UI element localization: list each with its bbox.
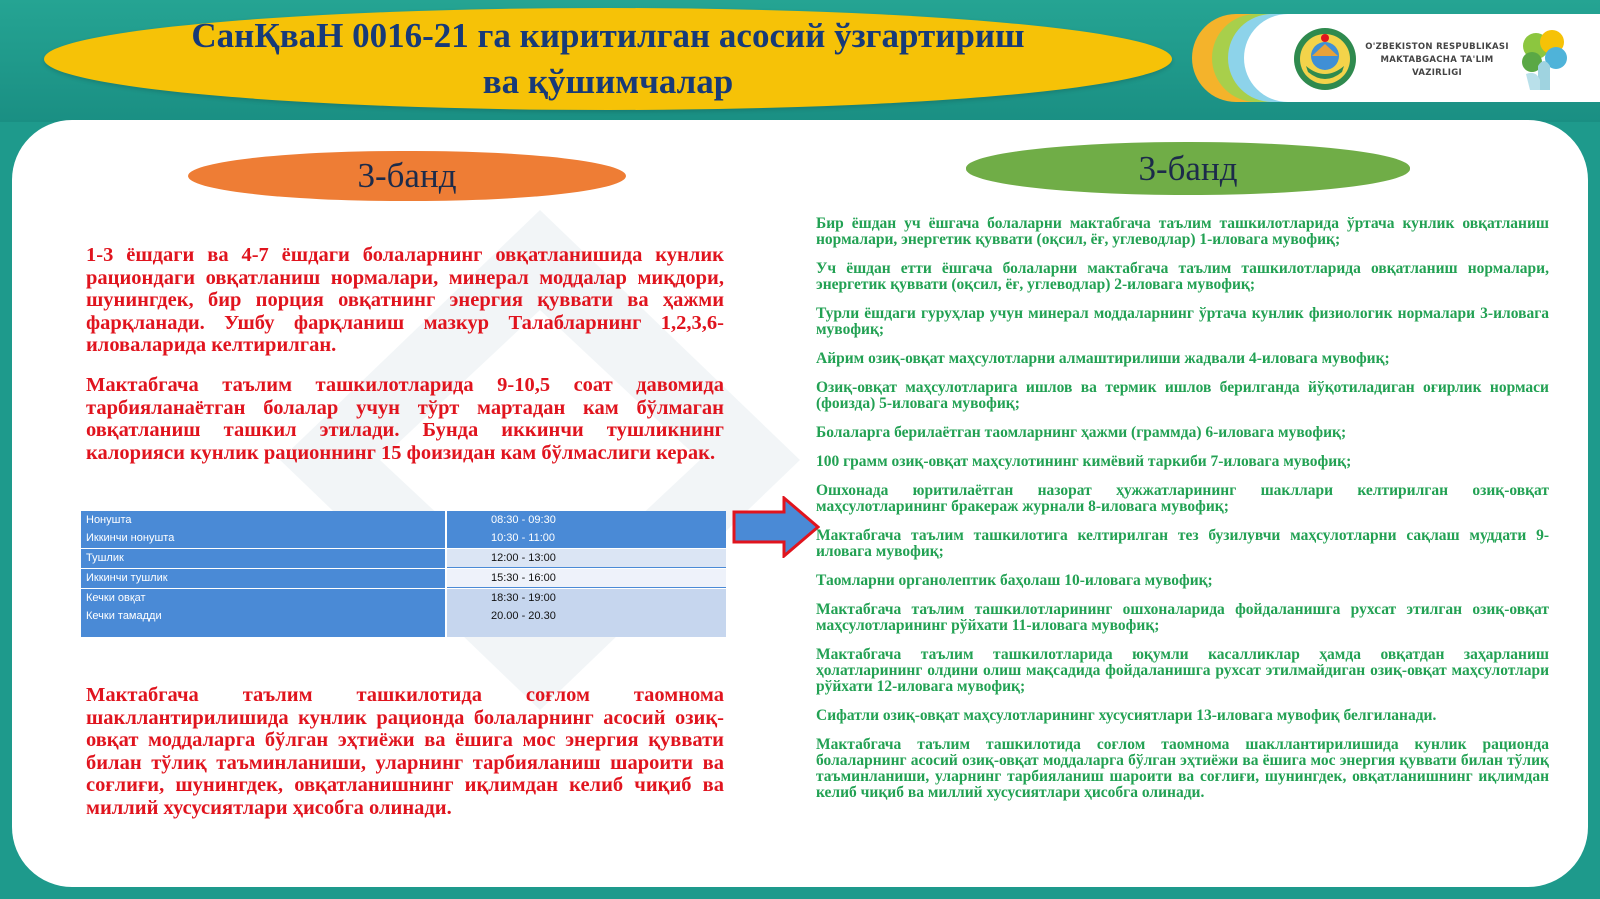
meal-name: Иккинчи нонушта xyxy=(86,532,175,544)
title-line-2: ва қўшимчалар xyxy=(482,62,734,101)
list-item: Турли ёшдаги гуруҳлар учун минерал моддаларнинг ўртача кунлик физиологик нормалари 3-иловага мувофиқ; xyxy=(816,305,1549,338)
left-paragraph-2: Мактабгача таълим ташкилотларида 9-10,5 соат давомида тарбияланаётган болалар учун тўрт мартадан кам бўлмаган овқатланиш ташкил этилади. Бунда иккинчи тушликнинг калорияси кунлик рационнинг 15 фоизидан кам бўлмаслиги керак. xyxy=(86,374,724,464)
table-row xyxy=(81,511,726,529)
meal-time: 10:30 - 11:00 xyxy=(447,529,726,547)
meal-name: Иккинчи тушлик xyxy=(86,572,168,584)
meal-time: 08:30 - 09:30 xyxy=(447,511,726,529)
list-item: Айрим озиқ-овқат маҳсулотларни алмаштирилиши жадвали 4-иловага мувофиқ; xyxy=(816,350,1390,367)
meal-time: 12:00 - 13:00 xyxy=(447,549,726,567)
table-row xyxy=(81,549,726,567)
meal-name: Тушлик xyxy=(86,552,124,564)
meal-schedule-table xyxy=(81,511,726,637)
list-item: Мактабгача таълим ташкилотларида юқумли касалликлар ҳамда овқатдан заҳарланиш ҳолатларининг олдини олиш мақсадида фойдаланишга рухсат этилмайдиган озиқ-овқат маҳсулотлари рўйхати 12-иловага мувофиқ; xyxy=(816,646,1549,695)
arrow-right-icon xyxy=(732,496,820,558)
table-row xyxy=(81,607,726,625)
table-row xyxy=(81,589,726,607)
meal-name: Нонушта xyxy=(86,514,132,526)
list-item: Таомларни органолептик баҳолаш 10-иловага мувофиқ; xyxy=(816,572,1213,589)
hand-tree-logo-icon xyxy=(1516,26,1572,92)
ministry-line-1: O'ZBEKISTON RESPUBLIKASI xyxy=(1365,42,1509,52)
left-paragraph-3: Мактабгача таълим ташкилотида соғлом таомнома шакллантирилишида кунлик рационда болаларнинг асосий озиқ-овқат моддаларга бўлган эҳтиёжи ва ёшига мос энергия қуввати билан тўлиқ таъминланиши, уларнинг тарбияланиш шароити ва соғлиғи, шунингдек, овқатланишнинг иқлимдан келиб чиқиб ва миллий хусусиятлари ҳисобга олинади. xyxy=(86,684,724,819)
meal-time: 15:30 - 16:00 xyxy=(447,569,726,587)
meal-time: 20.00 - 20.30 xyxy=(491,610,556,622)
list-item: Болаларга берилаётган таомларнинг ҳажми (граммда) 6-иловага мувофиқ; xyxy=(816,424,1347,441)
list-item: Бир ёшдан уч ёшгача болаларни мактабгача таълим ташкилотларида ўртача кунлик овқатланиш нормалари, энергетик қуввати (оқсил, ёғ, углеводлар) 1-иловага мувофиқ; xyxy=(816,215,1549,248)
ministry-line-3: VAZIRLIGI xyxy=(1412,68,1462,78)
list-item: Сифатли озиқ-овқат маҳсулотларининг хусусиятлари 13-иловага мувофиқ белгиланади. xyxy=(816,707,1437,724)
title-line-1: СанҚваН 0016-21 га киритилган асосий ўзгартириш xyxy=(191,16,1025,55)
left-paragraph-1: 1-3 ёшдаги ва 4-7 ёшдаги болаларнинг овқатланишида кунлик рациондаги овқатланиш нормалари, минерал моддалар миқдори, шунингдек, бир порция овқатнинг энергия қуввати ва ҳажми фарқланади. Ушбу фарқланиш мазкур Талабларнинг 1,2,3,6-иловаларида келтирилган. xyxy=(86,244,724,356)
table-row xyxy=(81,569,726,587)
state-emblem-icon xyxy=(1292,26,1358,92)
ministry-logo-block xyxy=(1192,14,1600,102)
list-item: Ошхонада юритилаётган назорат ҳужжатларининг шакллари келтирилган озиқ-овқат маҳсулотларининг бракераж журнали 8-иловага мувофиқ; xyxy=(816,482,1549,515)
right-requirements-list xyxy=(816,216,1549,814)
list-item: 100 грамм озиқ-овқат маҳсулотининг кимёвий таркиби 7-иловага мувофиқ; xyxy=(816,453,1352,470)
list-item: Мактабгача таълим ташкилотига келтирилган тез бузилувчи маҳсулотларни сақлаш муддати 9-иловага мувофиқ; xyxy=(816,527,1549,560)
right-section-band: 3-банд xyxy=(966,142,1410,195)
meal-name: Кечки овқат xyxy=(86,592,146,604)
left-section-band: 3-банд xyxy=(188,151,626,201)
meal-time: 18:30 - 19:00 xyxy=(491,592,556,604)
list-item: Уч ёшдан етти ёшгача болаларни мактабгача таълим ташкилотларида овқатланиш нормалари, энергетик қуввати (оқсил, ёғ, углеводлар) 2-иловага мувофиқ; xyxy=(816,260,1549,293)
list-item: Мактабгача таълим ташкилотларининг ошхоналарида фойдаланишга рухсат этилган озиқ-овқат маҳсулотларининг рўйхати 11-иловага мувофиқ; xyxy=(816,601,1549,634)
slide-title xyxy=(44,8,1172,110)
table-row xyxy=(81,529,726,547)
meal-name: Кечки тамадди xyxy=(86,610,162,622)
list-item: Озиқ-овқат маҳсулотларига ишлов ва термик ишлов берилганда йўқотиладиган оғирлик нормаси (фоизда) 5-иловага мувофиқ; xyxy=(816,379,1549,412)
ministry-name xyxy=(1362,41,1512,80)
list-item: Мактабгача таълим ташкилотида соғлом таомнома шакллантирилишида кунлик рационда болаларнинг асосий озиқ-овқат моддаларга бўлган эҳтиёжи ва ёшига мос энергия қуввати билан тўлиқ таъминланиши, уларнинг тарбияланиш шароити ва соғлиғи, шунингдек, овқатланишнинг иқлимдан келиб чиқиб ва миллий хусусиятлари ҳисобга олинади. xyxy=(816,736,1549,801)
table-column-divider xyxy=(445,511,447,637)
ministry-line-2: MAKTABGACHA TA'LIM xyxy=(1380,55,1494,65)
